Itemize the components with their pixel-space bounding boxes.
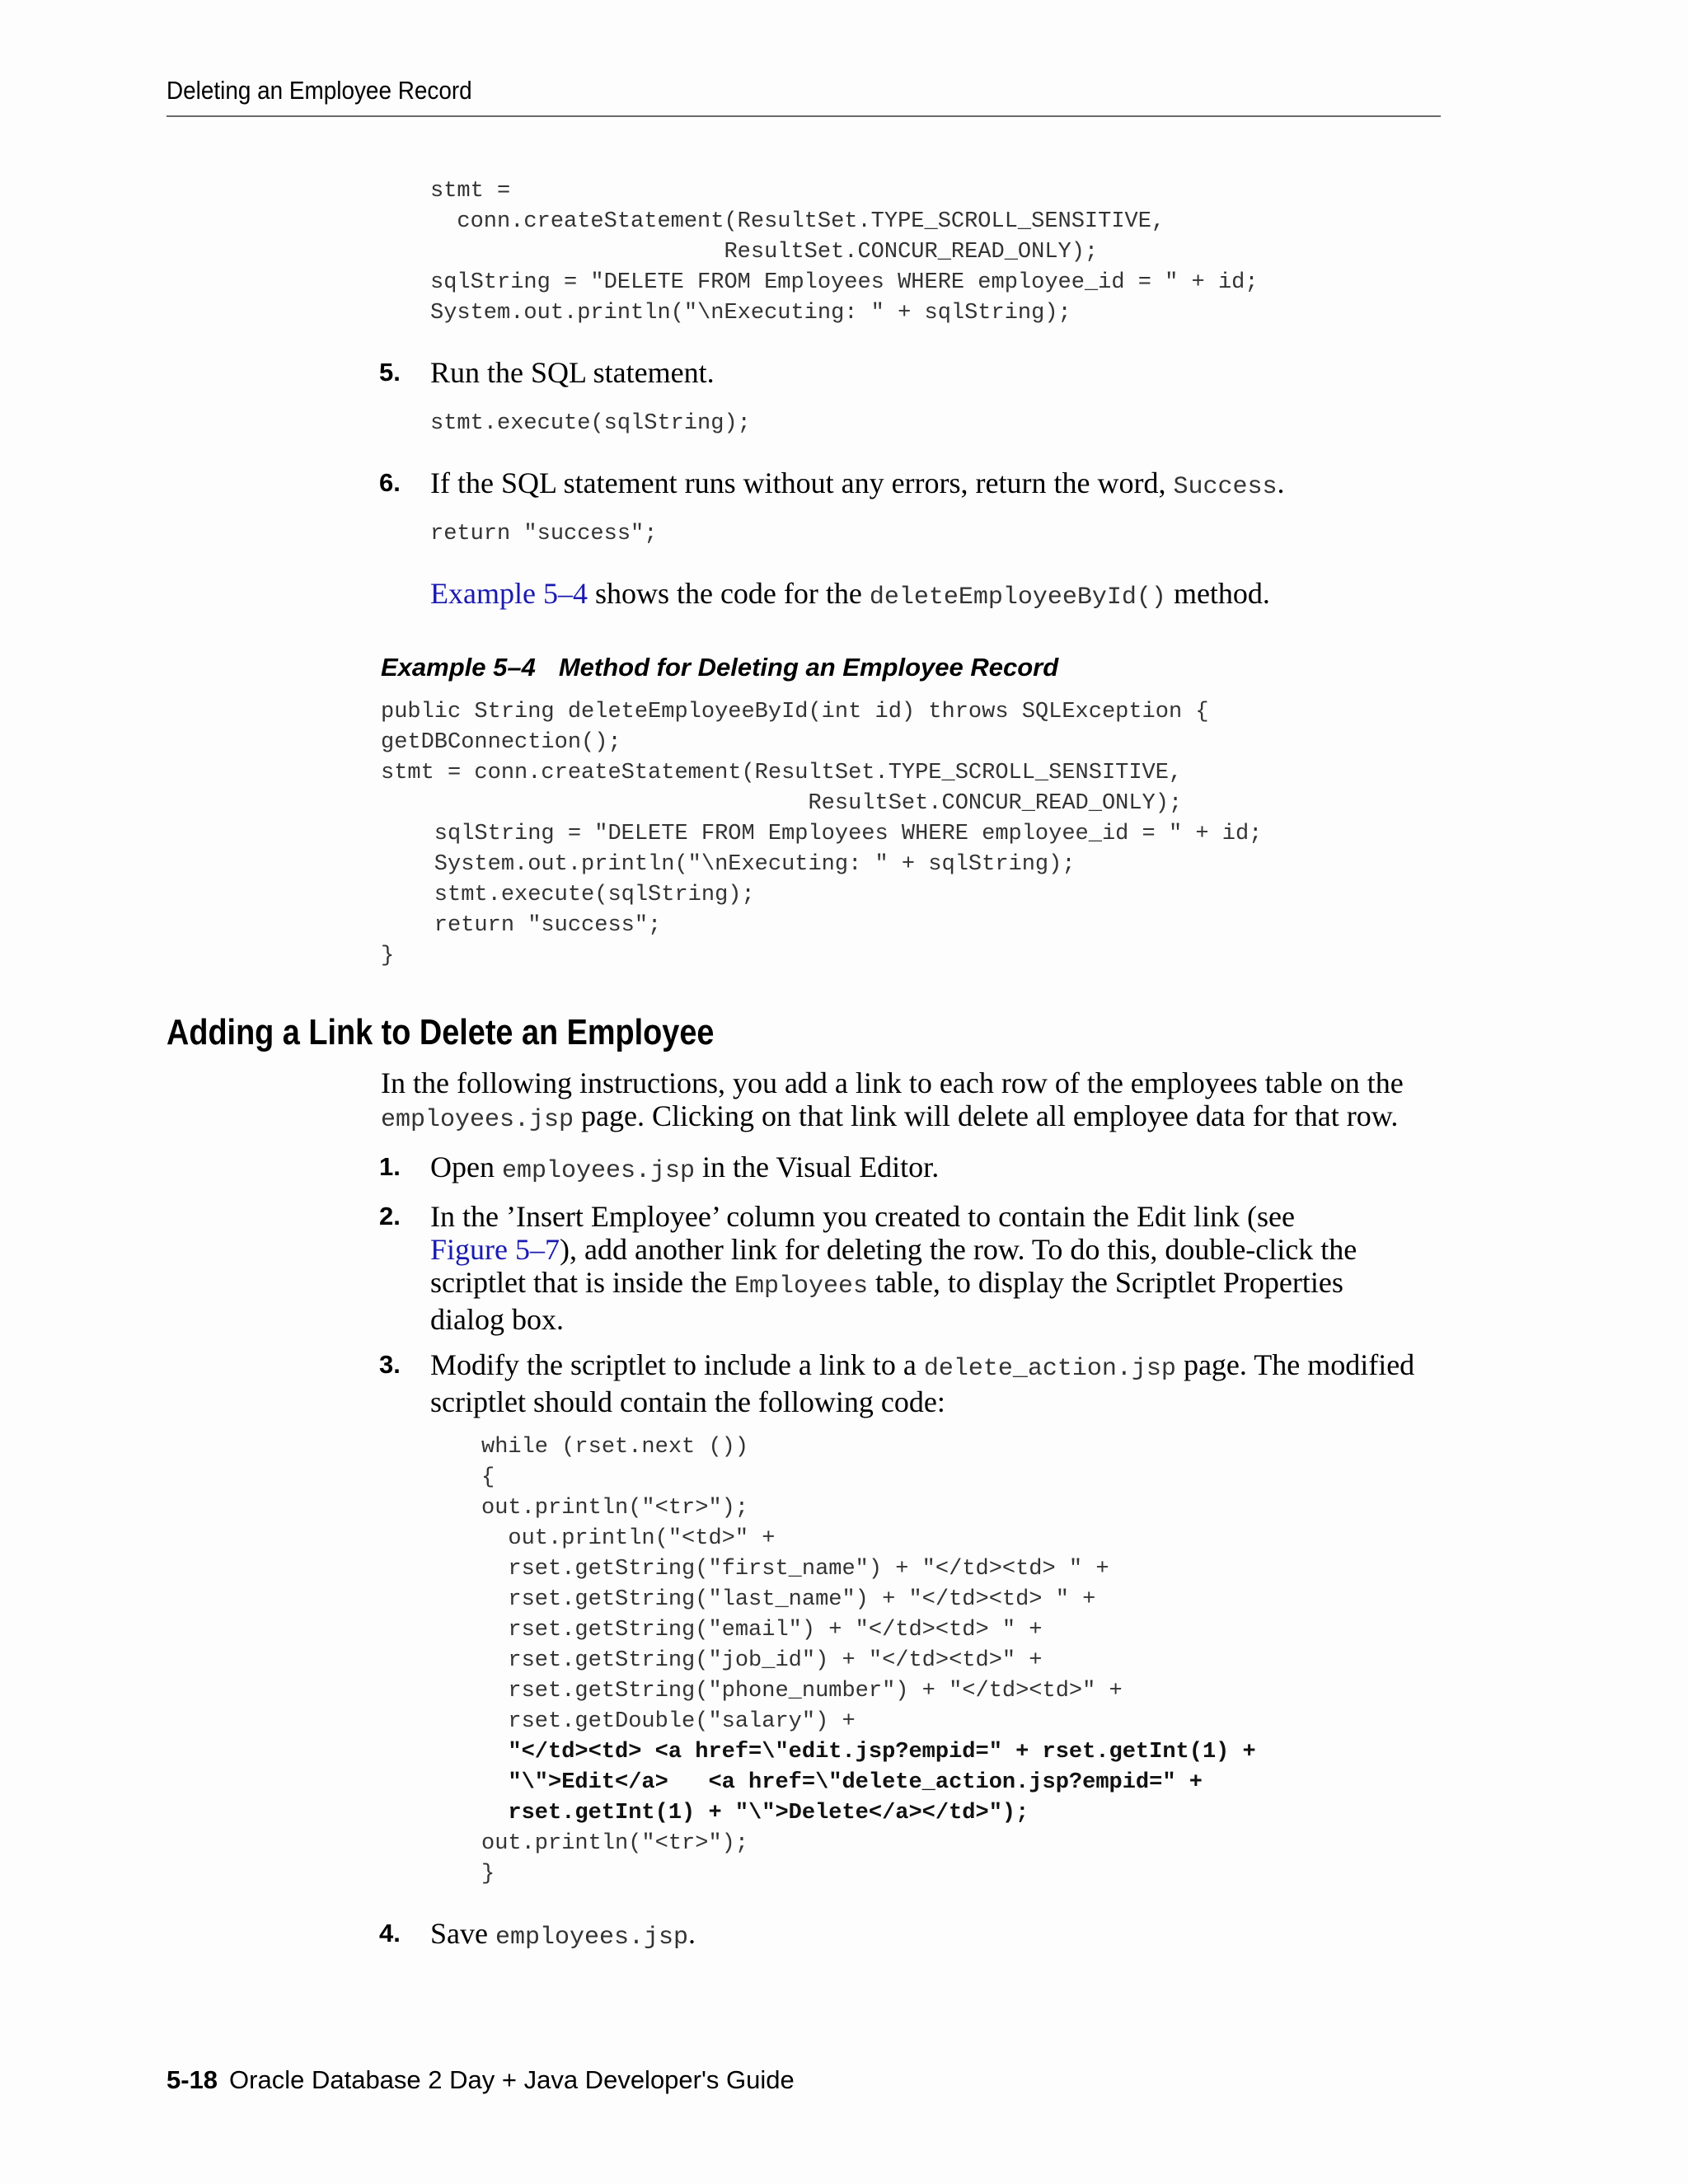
inline-code: employees.jsp: [381, 1106, 574, 1134]
step-number: 2.: [379, 1202, 401, 1230]
scriptlet-code-highlighted: "</td><td> <a href=\"edit.jsp?empid=" + rset.getInt(1) + "\">Edit</a> <a href=\"delete_action.jsp?empid=" + rset.getInt(1) + "\">Delete</a></td>");: [508, 1740, 1256, 1825]
step-number: 5.: [379, 358, 401, 387]
step-number: 4.: [379, 1919, 401, 1947]
example-link[interactable]: Example 5–4: [430, 577, 588, 610]
step-text: In the ’Insert Employee’ column you created to contain the Edit link (see Figure 5–7), add another link for deleting the row. To do this, double-click the scriptlet that is inside the Employees table, to display the Scriptlet Properties dialog box.: [430, 1200, 1357, 1336]
example-reference: Example 5–4 shows the code for the deleteEmployeeById() method.: [430, 577, 1270, 612]
header-rule: [166, 115, 1441, 117]
inline-code: employees.jsp: [501, 1157, 696, 1185]
code-block-return: return "success";: [430, 522, 658, 546]
section-heading: Adding a Link to Delete an Employee: [166, 1012, 715, 1052]
code-block-execute: stmt.execute(sqlString);: [430, 411, 751, 436]
step-number: 6.: [379, 468, 401, 497]
step-text: Save employees.jsp.: [430, 1917, 696, 1952]
step-text: If the SQL statement runs without any errors, return the word, Success.: [430, 466, 1285, 501]
inline-code: delete_action.jsp: [923, 1355, 1176, 1383]
page-number: 5-18: [166, 2065, 218, 2094]
intro-paragraph: In the following instructions, you add a link to each row of the employees table on the employees.jsp page. Clicking on that link will delete all employee data for that row.: [381, 1066, 1404, 1134]
inline-code: Success: [1173, 473, 1278, 501]
step-number: 1.: [379, 1152, 401, 1181]
step-text: Run the SQL statement.: [430, 356, 715, 389]
running-header: Deleting an Employee Record: [166, 76, 472, 105]
example-title: Method for Deleting an Employee Record: [558, 653, 1059, 682]
inline-code: deleteEmployeeById(): [869, 583, 1166, 612]
scriptlet-code-tail: out.println("<tr>"); }: [481, 1831, 749, 1886]
inline-code: employees.jsp: [495, 1924, 689, 1952]
page-footer: [166, 2065, 795, 2095]
scriptlet-code: [481, 1432, 1256, 1890]
scriptlet-code-plain: while (rset.next ()) { out.println("<tr>"); out.println("<td>" + rset.getString("first_name") + "</td><td> " + rset.getString("last_name") + "</td><td> " + rset.getString("email") + "</td><td> " + rset.getString("job_id") + "</td><td>" + rset.getString("phone_number") + "</td><td>" + rset.getDouble("salary") +: [481, 1435, 1123, 1734]
figure-link[interactable]: Figure 5–7: [430, 1233, 560, 1266]
step-number: 3.: [379, 1350, 401, 1379]
step-text: Open employees.jsp in the Visual Editor.: [430, 1151, 940, 1185]
code-block-statement: stmt = conn.createStatement(ResultSet.TYPE_SCROLL_SENSITIVE, ResultSet.CONCUR_READ_ONLY); sqlString = "DELETE FROM Employees WHERE employee_id = " + id; System.out.println("\nExecuting: " + sqlString);: [430, 179, 1259, 326]
step-text: Modify the scriptlet to include a link to a delete_action.jsp page. The modified scriptlet should contain the following code:: [430, 1348, 1415, 1418]
example-label: Example 5–4: [381, 653, 536, 682]
inline-code: Employees: [734, 1272, 868, 1301]
example-code: public String deleteEmployeeById(int id) throws SQLException { getDBConnection(); stmt = conn.createStatement(ResultSet.TYPE_SCROLL_SENSITIVE, ResultSet.CONCUR_READ_ONLY); sqlString = "DELETE FROM Employees WHERE employee_id = " + id; System.out.println("\nExecuting: " + sqlString); stmt.execute(sqlString); return "success"; }: [381, 700, 1263, 968]
book-title: Oracle Database 2 Day + Java Developer's Guide: [229, 2065, 795, 2094]
example-caption: [381, 653, 1058, 682]
